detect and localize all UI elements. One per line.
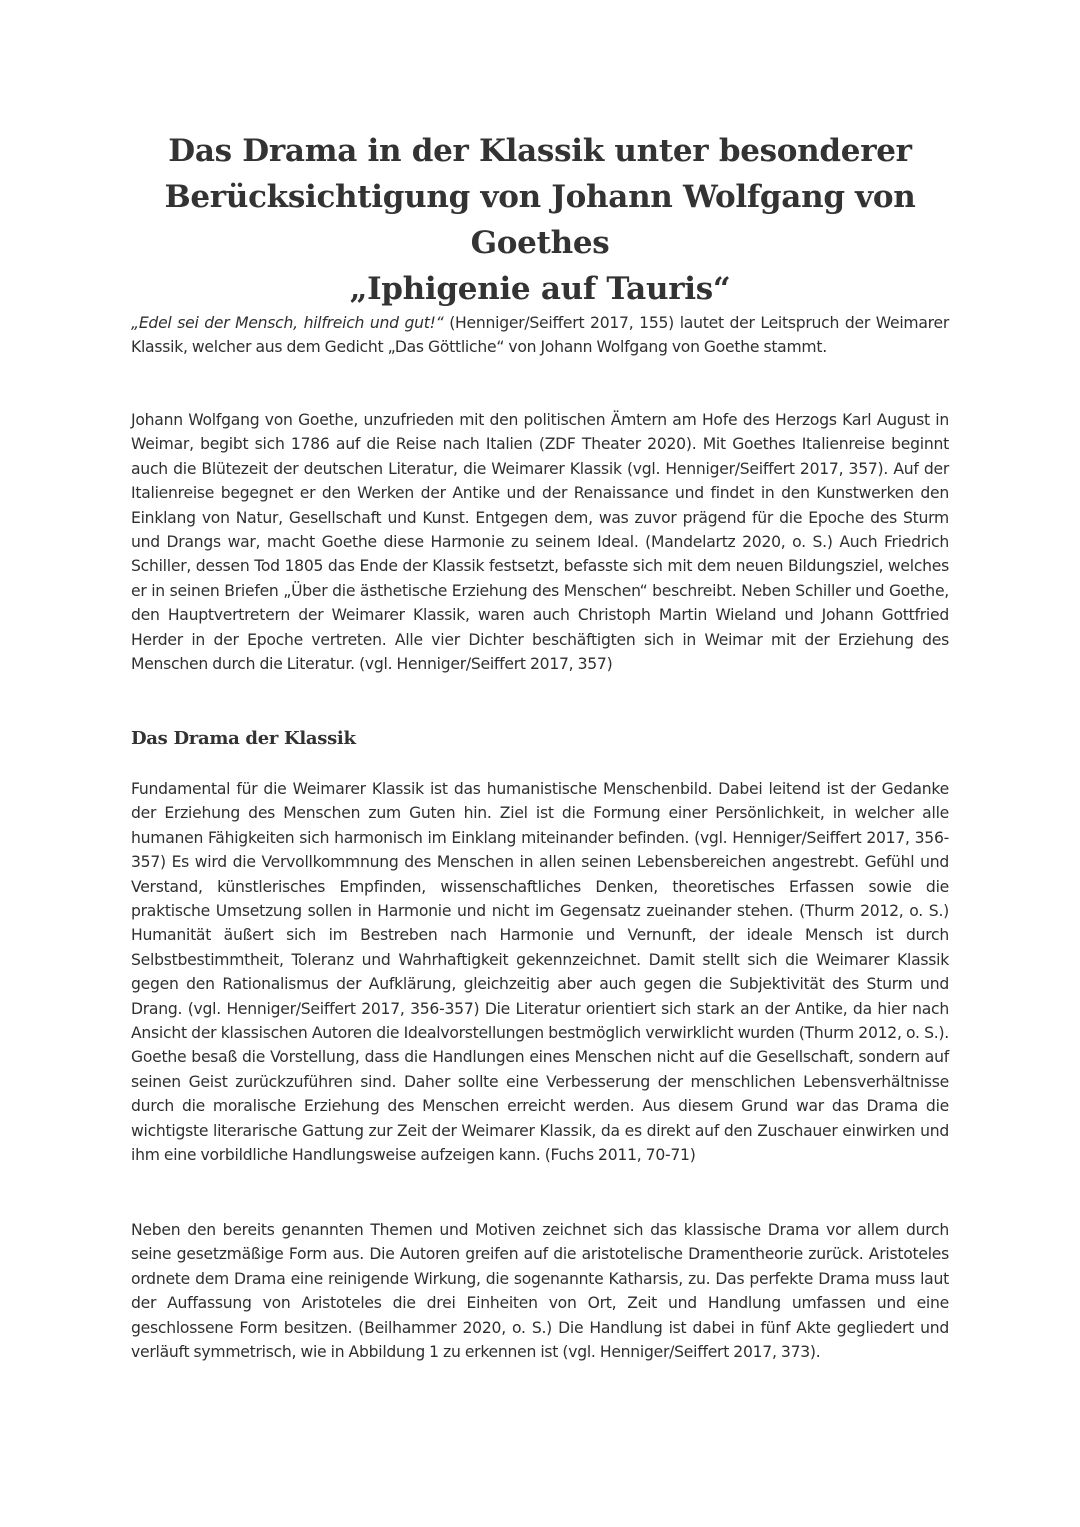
motto-quote: „Edel sei der Mensch, hilfreich und gut!“ — [131, 314, 444, 332]
intro-paragraph — [131, 311, 949, 360]
intro-paragraph-text: (Henniger/Seiffert 2017, 155) lautet der Leitspruch der Weimarer Klassik, welcher aus dem Gedicht „Das Göttliche“ von Johann Wolfgang von Goethe stammt. — [131, 314, 949, 357]
body-paragraph-italy-journey: Johann Wolfgang von Goethe, unzufrieden mit den politischen Ämtern am Hofe des Herzogs Karl August in Weimar, begibt sich 1786 auf die Reise nach Italien (ZDF Theater 2020). Mit Goethes Italienreise beginnt auch die Blütezeit der deutschen Literatur, die Weimarer Klassik (vgl. Henniger/Seiffert 2017, 357). Auf der Italienreise begegnet er den Werken der Antike und der Renaissance und findet in den Kunstwerken den Einklang von Natur, Gesellschaft und Kunst. Entgegen dem, was zuvor prägend für die Epoche des Sturm und Drangs war, macht Goethe diese Harmonie zu seinem Ideal. (Mandelartz 2020, o. S.) Auch Friedrich Schiller, dessen Tod 1805 das Ende der Klassik festsetzt, befasste sich mit dem neuen Bildungsziel, welches er in seinen Briefen „Über die ästhetische Erziehung des Menschen“ beschreibt. Neben Schiller und Goethe, den Hauptvertretern der Weimarer Klassik, waren auch Christoph Martin Wieland und Johann Gottfried Herder in der Epoche vertreten. Alle vier Dichter beschäftigten sich in Weimar mit der Erziehung des Menschen durch die Literatur. (vgl. Henniger/Seiffert 2017, 357) — [131, 411, 949, 674]
title-line-2: Berücksichtigung von Johann Wolfgang von Goethes — [164, 179, 916, 261]
title-line-3: „Iphigenie auf Tauris“ — [349, 271, 731, 307]
title-line-1: Das Drama in der Klassik unter besonderer — [168, 133, 912, 169]
body-paragraph-humanism: Fundamental für die Weimarer Klassik ist das humanistische Menschenbild. Dabei leitend ist der Gedanke der Erziehung des Menschen zum Guten hin. Ziel ist die Formung einer Persönlichkeit, in welcher alle humanen Fähigkeiten sich harmonisch im Einklang miteinander befinden. (vgl. Henniger/Seiffert 2017, 356-357) Es wird die Vervollkommnung des Menschen in allen seinen Lebensbereichen angestrebt. Gefühl und Verstand, künstlerisches Empfinden, wissenschaftliches Denken, theoretisches Erfassen sowie die praktische Umsetzung sollen in Harmonie und nicht im Gegensatz zueinander stehen. (Thurm 2012, o. S.) Humanität äußert sich im Bestreben nach Harmonie und Vernunft, der ideale Mensch ist durch Selbstbestimmtheit, Toleranz und Wahrhaftigkeit gekennzeichnet. Damit stellt sich die Weimarer Klassik gegen den Rationalismus der Aufklärung, gleichzeitig aber auch gegen die Subjektivität des Sturm und Drang. (vgl. Henniger/Seiffert 2017, 356-357) Die Literatur orientiert sich stark an der Antike, da hier nach Ansicht der klassischen Autoren die Idealvorstellungen bestmöglich verwirklicht wurden (Thurm 2012, o. S.). Goethe besaß die Vorstellung, dass die Handlungen eines Menschen nicht auf die Gesellschaft, sondern auf seinen Geist zurückzuführen sind. Daher sollte eine Verbesserung der menschlichen Lebensverhältnisse durch die moralische Erziehung des Menschen erreicht werden. Aus diesem Grund war das Drama die wichtigste literarische Gattung zur Zeit der Weimarer Klassik, da es direkt auf den Zuschauer einwirken und ihm eine vorbildliche Handlungsweise aufzeigen kann. (Fuchs 2011, 70-71) — [131, 780, 949, 1165]
document-title — [131, 128, 949, 312]
section-heading: Das Drama der Klassik — [131, 728, 356, 749]
body-paragraph-form: Neben den bereits genannten Themen und Motiven zeichnet sich das klassische Drama vor allem durch seine gesetzmäßige Form aus. Die Autoren greifen auf die aristotelische Dramentheorie zurück. Aristoteles ordnete dem Drama eine reinigende Wirkung, die sogenannte Katharsis, zu. Das perfekte Drama muss laut der Auffassung von Aristoteles die drei Einheiten von Ort, Zeit und Handlung umfassen und eine geschlossene Form besitzen. (Beilhammer 2020, o. S.) Die Handlung ist dabei in fünf Akte gegliedert und verläuft symmetrisch, wie in Abbildung 1 zu erkennen ist (vgl. Henniger/Seiffert 2017, 373). — [131, 1221, 949, 1362]
